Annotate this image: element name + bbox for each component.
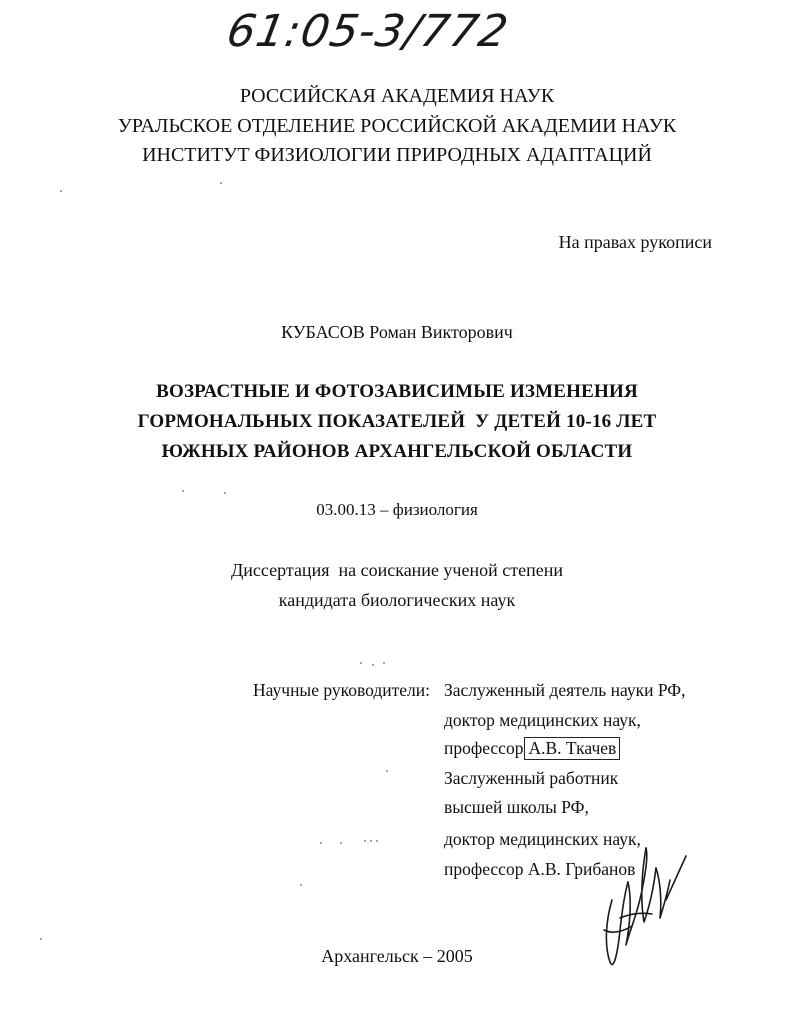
scan-speck <box>182 490 184 492</box>
scan-speck <box>340 842 342 844</box>
supervisor-title: профессор <box>444 738 524 758</box>
scan-speck <box>320 842 322 844</box>
scan-speck <box>383 662 385 664</box>
scan-speck <box>220 182 222 184</box>
scan-speck <box>364 840 366 842</box>
supervisor-line-6: доктор медицинских наук, <box>444 829 641 849</box>
scan-speck <box>376 840 378 842</box>
degree-line-2: кандидата биологических наук <box>278 590 516 610</box>
scan-speck <box>360 662 362 664</box>
scan-speck <box>386 770 388 772</box>
supervisor-line-7: профессор А.В. Грибанов <box>444 859 636 879</box>
organization-line-2: УРАЛЬСКОЕ ОТДЕЛЕНИЕ РОССИЙСКОЙ АКАДЕМИИ НАУК <box>117 115 677 137</box>
supervisor-line-4: Заслуженный работник <box>444 768 619 788</box>
supervisor-line-5: высшей школы РФ, <box>444 797 589 817</box>
supervisor-line-2: доктор медицинских наук, <box>444 710 641 730</box>
archive-code-handwritten: 61:05-3/772 <box>223 6 513 57</box>
scan-speck <box>224 492 226 494</box>
supervisor-name-boxed: А.В. Ткачев <box>524 737 620 760</box>
rights-note: На правах рукописи <box>558 232 712 252</box>
organization-line-3: ИНСТИТУТ ФИЗИОЛОГИИ ПРИРОДНЫХ АДАПТАЦИЙ <box>142 144 652 166</box>
author-name: КУБАСОВ Роман Викторович <box>281 322 513 342</box>
scan-speck <box>40 938 42 940</box>
specialty-code: 03.00.13 – физиология <box>316 500 478 519</box>
dissertation-title-line-3: ЮЖНЫХ РАЙОНОВ АРХАНГЕЛЬСКОЙ ОБЛАСТИ <box>161 441 633 462</box>
city-year: Архангельск – 2005 <box>321 946 473 966</box>
dissertation-title-line-1: ВОЗРАСТНЫЕ И ФОТОЗАВИСИМЫЕ ИЗМЕНЕНИЯ <box>156 381 638 402</box>
scan-speck <box>300 884 302 886</box>
supervisor-line-1: Заслуженный деятель науки РФ, <box>444 680 686 700</box>
scan-speck <box>60 190 62 192</box>
supervisors-label: Научные руководители: <box>253 680 430 700</box>
dissertation-title-line-2: ГОРМОНАЛЬНЫХ ПОКАЗАТЕЛЕЙ У ДЕТЕЙ 10-16 ЛЕТ <box>137 411 657 432</box>
scan-speck <box>372 664 374 666</box>
organization-line-1: РОССИЙСКАЯ АКАДЕМИЯ НАУК <box>239 85 555 107</box>
scan-speck <box>370 840 372 842</box>
degree-line-1: Диссертация на соискание ученой степени <box>231 560 563 580</box>
